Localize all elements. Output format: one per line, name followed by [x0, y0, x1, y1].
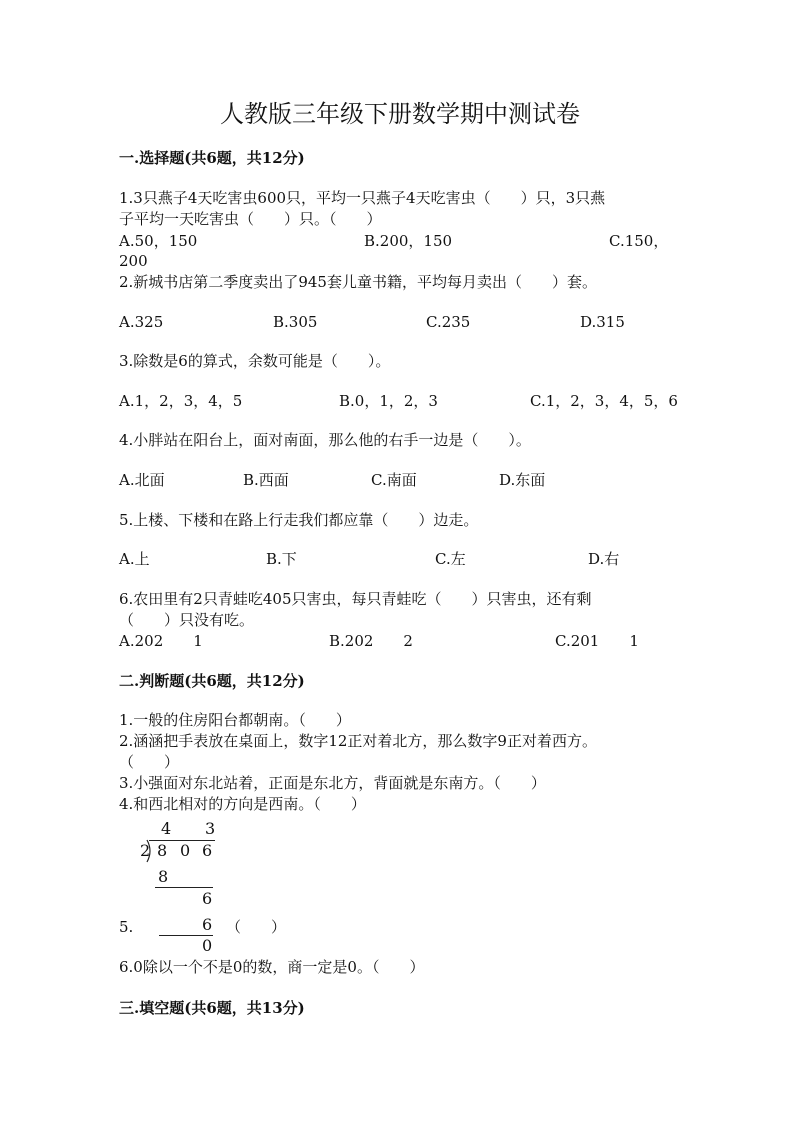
quotient-digit: 3 — [205, 819, 216, 838]
choice-6-stem-cont: （ ）只没有吃。 — [119, 611, 255, 629]
dividend-digit: 0 — [180, 841, 191, 860]
choice-2-stem: 2.新城书店第二季度卖出了945套儿童书籍，平均每月卖出（ ）套。 — [119, 273, 597, 291]
subtraction-line — [155, 887, 213, 888]
choice-3-option-c: C.1，2，3，4，5，6 — [530, 392, 678, 410]
choice-6-option-b: B.202 2 — [329, 632, 413, 650]
judge-2: 2.涵涵把手表放在桌面上，数字12正对着北方，那么数字9正对着西方。 — [119, 732, 597, 750]
judge-5-paren: （ ） — [226, 918, 287, 936]
choice-4-stem: 4.小胖站在阳台上，面对南面，那么他的右手一边是（ ）。 — [119, 431, 531, 449]
choice-2-option-b: B.305 — [273, 313, 318, 331]
choice-2-option-a: A.325 — [119, 313, 164, 331]
choice-5-option-b: B.下 — [266, 550, 297, 568]
dividend-digit: 6 — [202, 841, 213, 860]
choice-3-option-b: B.0，1，2，3 — [339, 392, 438, 410]
partial-product: 8 — [158, 867, 169, 886]
judge-6: 6.0除以一个不是0的数，商一定是0。（ ） — [119, 958, 425, 976]
choice-3-option-a: A.1，2，3，4，5 — [119, 392, 243, 410]
bring-down-digit: 6 — [202, 889, 213, 908]
choice-4-option-b: B.西面 — [243, 471, 289, 489]
choice-6-stem: 6.农田里有2只青蛙吃405只害虫，每只青蛙吃（ ）只害虫，还有剩 — [119, 590, 592, 608]
judge-2-cont: （ ） — [119, 753, 180, 771]
choice-3-stem: 3.除数是6的算式，余数可能是（ ）。 — [119, 352, 391, 370]
page-title: 人教版三年级下册数学期中测试卷 — [220, 100, 580, 128]
long-division-figure — [119, 818, 319, 958]
choice-1-stem-cont: 子平均一天吃害虫（ ）只。（ ） — [119, 210, 382, 228]
section-heading-choice: 一.选择题(共6题，共12分) — [119, 149, 305, 167]
judge-4: 4.和西北相对的方向是西南。（ ） — [119, 795, 366, 813]
choice-5-stem: 5.上楼、下楼和在路上行走我们都应靠（ ）边走。 — [119, 511, 479, 529]
choice-1-option-b: B.200，150 — [364, 232, 453, 250]
choice-4-option-a: A.北面 — [119, 471, 165, 489]
choice-5-option-d: D.右 — [588, 550, 620, 568]
choice-1-stem: 1.3只燕子4天吃害虫600只，平均一只燕子4天吃害虫（ ）只，3只燕 — [119, 189, 606, 207]
choice-1-option-c-cont: 200 — [119, 252, 148, 270]
choice-6-option-c: C.201 1 — [555, 632, 639, 650]
choice-5-option-c: C.左 — [435, 550, 466, 568]
section-heading-fill: 三.填空题(共6题，共13分) — [119, 999, 305, 1017]
choice-4-option-c: C.南面 — [371, 471, 417, 489]
division-bracket — [146, 839, 154, 863]
judge-5-label: 5. — [119, 918, 134, 936]
choice-4-option-d: D.东面 — [499, 471, 546, 489]
quotient-digit: 4 — [161, 819, 172, 838]
choice-1-option-a: A.50，150 — [119, 232, 198, 250]
choice-1-option-c: C.150， — [609, 232, 669, 250]
choice-2-option-d: D.315 — [580, 313, 625, 331]
divisor: 2 — [140, 841, 151, 860]
remainder: 0 — [202, 936, 213, 955]
section-heading-judge: 二.判断题(共6题，共12分) — [119, 672, 305, 690]
choice-2-option-c: C.235 — [426, 313, 471, 331]
choice-6-option-a: A.202 1 — [119, 632, 203, 650]
judge-3: 3.小强面对东北站着，正面是东北方，背面就是东南方。（ ） — [119, 774, 546, 792]
dividend-digit: 8 — [157, 841, 168, 860]
choice-5-option-a: A.上 — [119, 550, 150, 568]
partial-product: 6 — [202, 915, 213, 934]
judge-1: 1.一般的住房阳台都朝南。（ ） — [119, 711, 351, 729]
